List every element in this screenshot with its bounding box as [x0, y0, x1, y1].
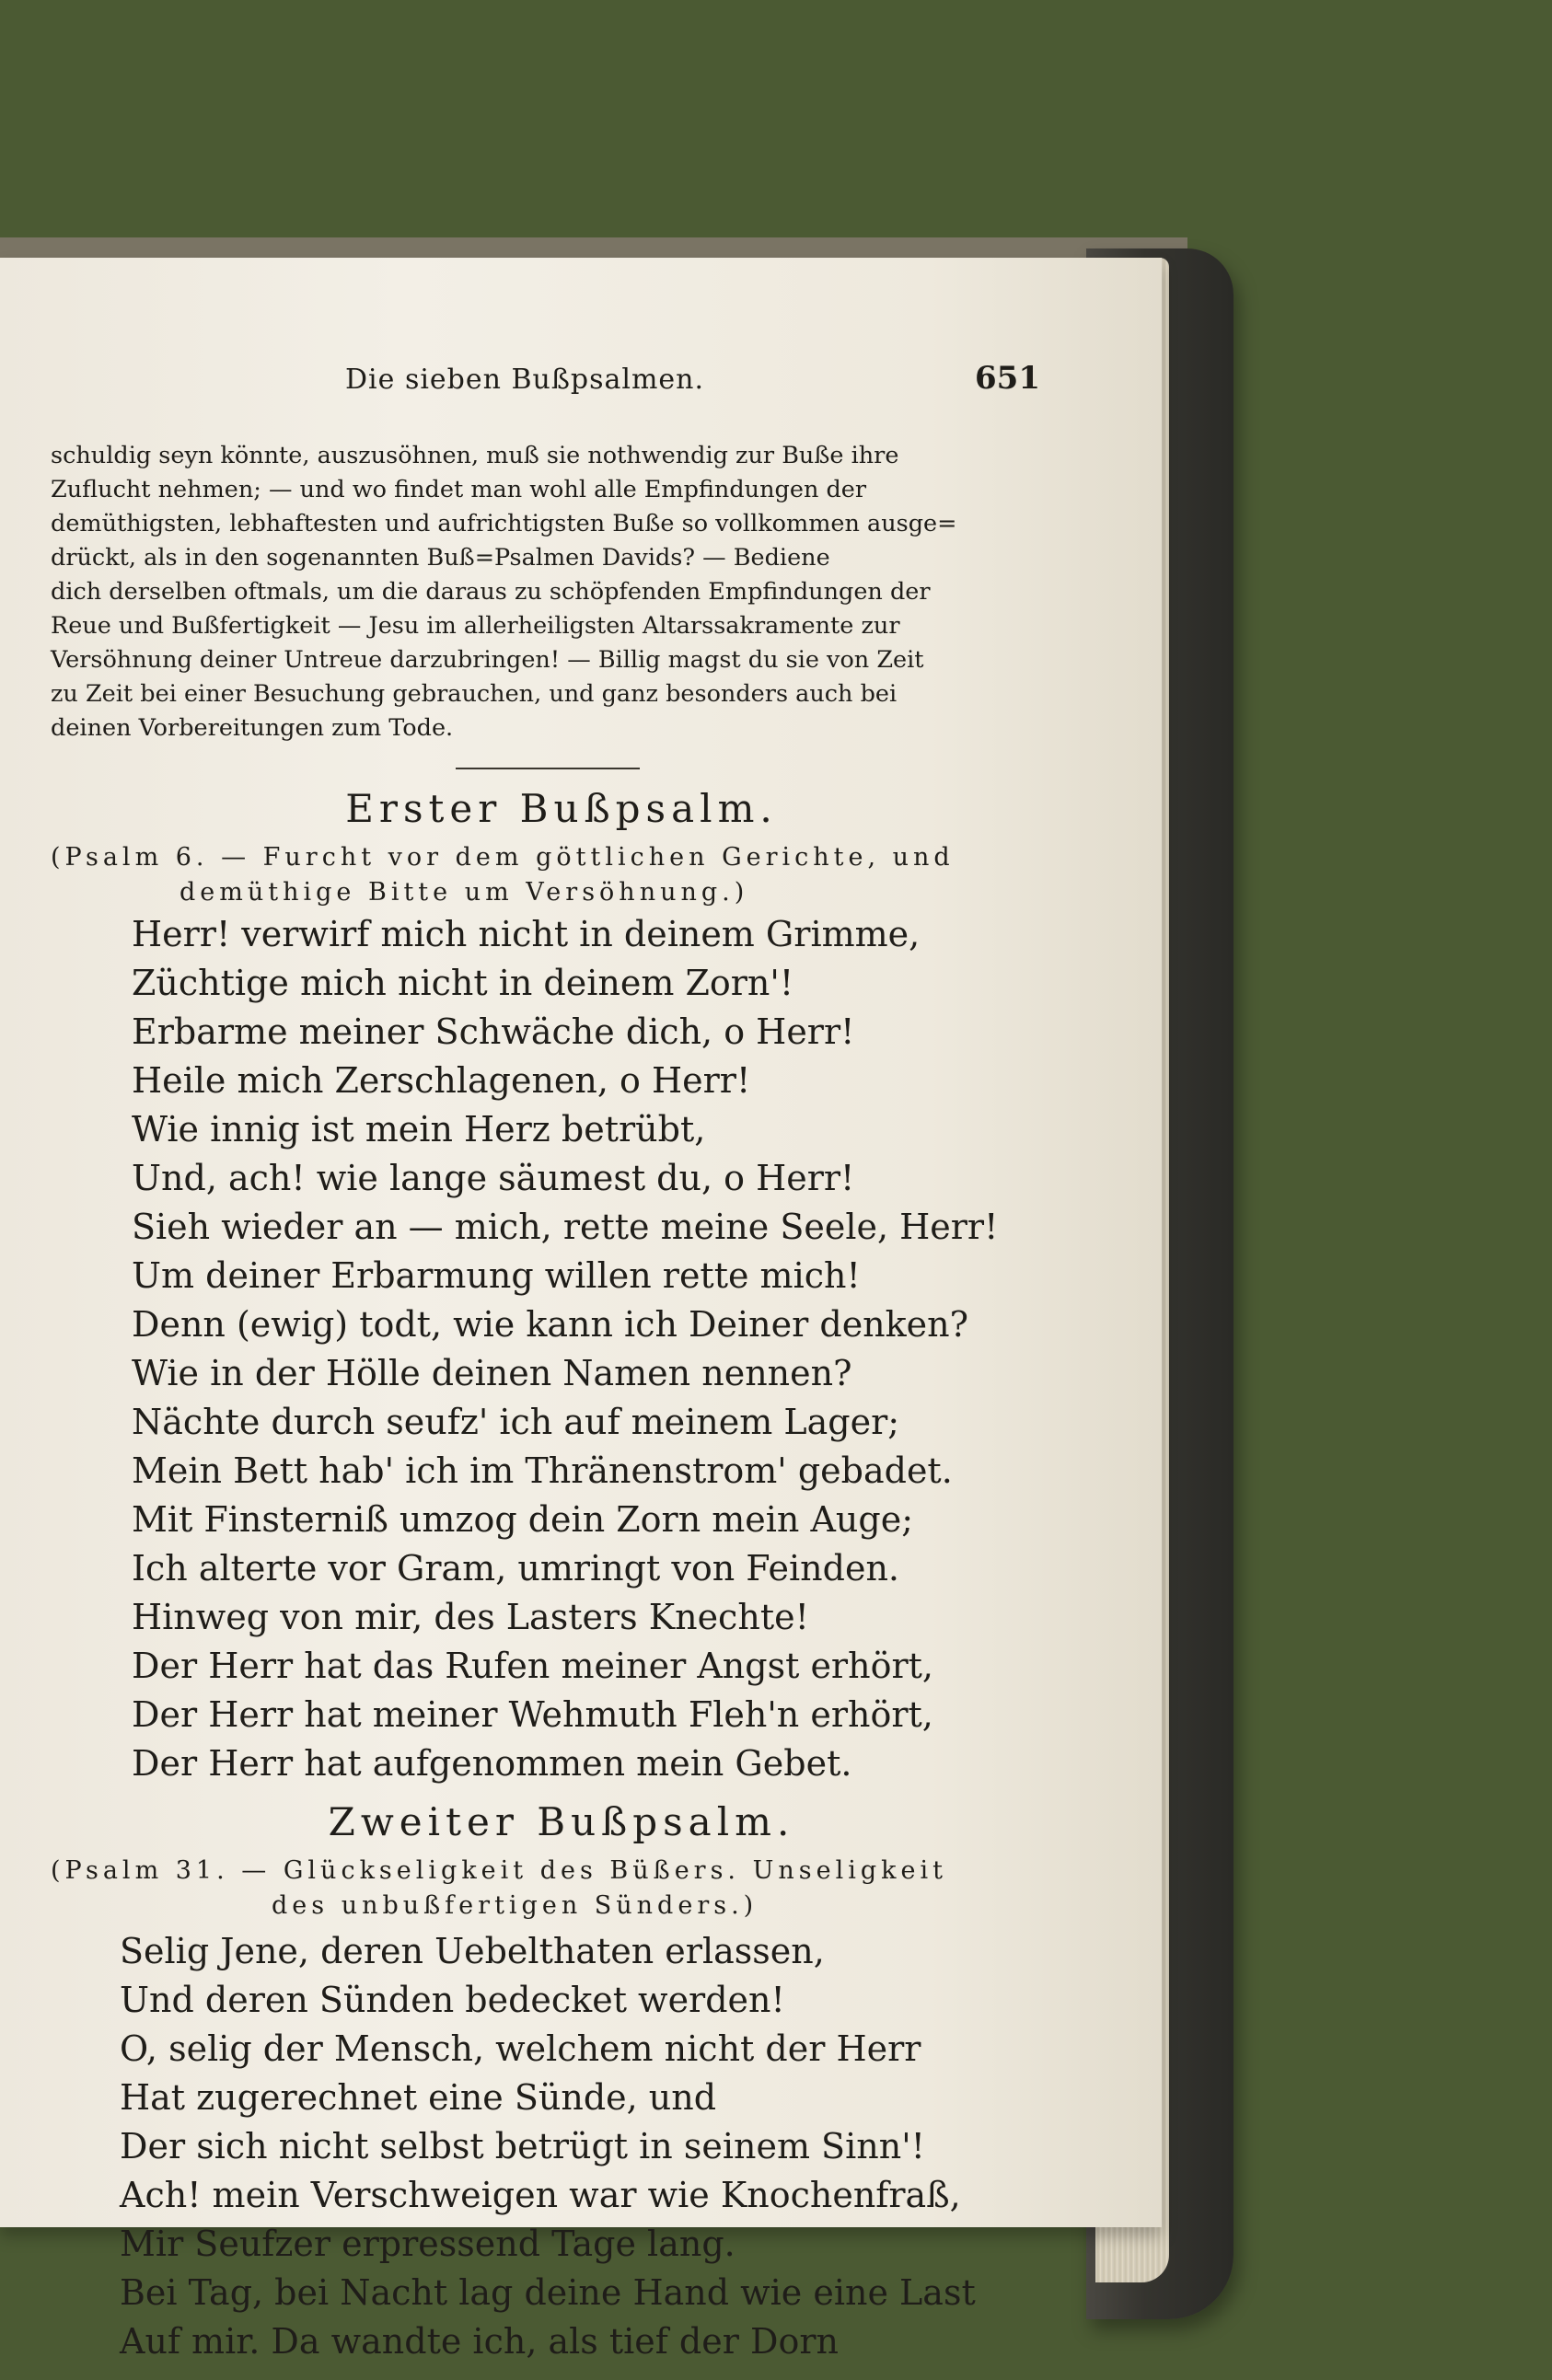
intro-line: Versöhnung deiner Untreue darzubringen! — Billig magst du sie von Zeit [51, 646, 924, 674]
page-number: 651 [975, 360, 1040, 397]
verse-line: Wie innig ist mein Herz betrübt, [132, 1109, 706, 1150]
verse-line: Denn (ewig) todt, wie kann ich Deiner denken? [132, 1304, 969, 1345]
verse-line: Der Herr hat aufgenommen mein Gebet. [132, 1743, 852, 1784]
verse-line: Nächte durch seufz' ich auf meinem Lager; [132, 1402, 900, 1442]
verse-line: Mir Seufzer erpressend Tage lang. [120, 2224, 735, 2264]
verse-line: O, selig der Mensch, welchem nicht der Herr [120, 2028, 921, 2069]
verse-line: Ach! mein Verschweigen war wie Knochenfraß, [120, 2175, 961, 2215]
verse-line: Um deiner Erbarmung willen rette mich! [132, 1255, 861, 1296]
psalm1-heading: Erster Bußpsalm. [345, 786, 778, 831]
psalm2-subtitle-line1: (Psalm 31. — Glückseligkeit des Büßers. Unseligkeit [51, 1856, 947, 1885]
verse-line: Bei Tag, bei Nacht lag deine Hand wie eine Last [120, 2272, 976, 2313]
verse-line: Heile mich Zerschlagenen, o Herr! [132, 1060, 751, 1101]
psalm2-heading: Zweiter Bußpsalm. [328, 1799, 795, 1844]
verse-line: Erbarme meiner Schwäche dich, o Herr! [132, 1011, 855, 1052]
intro-line: dich derselben oftmals, um die daraus zu schöpfenden Empfindungen der [51, 578, 931, 606]
book-page [0, 258, 1162, 2362]
verse-line: Auf mir. Da wandte ich, als tief der Dorn [120, 2321, 839, 2362]
psalm1-verses [51, 910, 1036, 1788]
verse-line: Selig Jene, deren Uebelthaten erlassen, [120, 1931, 825, 1971]
verse-line: Der Herr hat meiner Wehmuth Fleh'n erhört, [132, 1694, 933, 1735]
intro-line: demüthigsten, lebhaftesten und aufrichtigsten Buße so vollkommen ausge= [51, 510, 957, 537]
page-content [51, 354, 1040, 2366]
verse-line: Züchtige mich nicht in deinem Zorn'! [132, 963, 794, 1003]
psalm1-subtitle [51, 840, 1036, 910]
verse-line: Ich alterte vor Gram, umringt von Feinden. [132, 1548, 900, 1589]
intro-line: Zuflucht nehmen; — und wo findet man wohl alle Empfindungen der [51, 476, 867, 503]
psalm2-subtitle [51, 1854, 1036, 1924]
psalm1-subtitle-line2: demüthige Bitte um Versöhnung.) [180, 878, 749, 907]
verse-line: Und, ach! wie lange säumest du, o Herr! [132, 1158, 855, 1198]
verse-line: Mit Finsterniß umzog dein Zorn mein Auge; [132, 1499, 914, 1540]
verse-line: Der sich nicht selbst betrügt in seinem Sinn'! [120, 2126, 925, 2166]
section-divider [456, 768, 640, 769]
verse-line: Der Herr hat das Rufen meiner Angst erhört, [132, 1646, 933, 1686]
intro-line: zu Zeit bei einer Besuchung gebrauchen, und ganz besonders auch bei [51, 680, 898, 708]
verse-line: Wie in der Hölle deinen Namen nennen? [132, 1353, 852, 1393]
running-title: Die sieben Bußpsalmen. [345, 364, 705, 396]
verse-line: Sieh wieder an — mich, rette meine Seele, Herr! [132, 1207, 999, 1247]
intro-line: deinen Vorbereitungen zum Tode. [51, 714, 454, 742]
running-head [51, 354, 1040, 413]
verse-line: Herr! verwirf mich nicht in deinem Grimme, [132, 914, 921, 954]
verse-line: Hat zugerechnet eine Sünde, und [120, 2077, 717, 2118]
intro-line: Reue und Bußfertigkeit — Jesu im allerheiligsten Altarssakramente zur [51, 612, 900, 640]
intro-line: schuldig seyn könnte, auszusöhnen, muß sie nothwendig zur Buße ihre [51, 442, 899, 469]
psalm2-subtitle-line2: des unbußfertigen Sünders.) [272, 1891, 759, 1920]
intro-line: drückt, als in den sogenannten Buß=Psalmen Davids? — Bediene [51, 544, 830, 572]
verse-line: Und deren Sünden bedecket werden! [120, 1980, 785, 2020]
intro-paragraph [51, 439, 1036, 745]
psalm1-subtitle-line1: (Psalm 6. — Furcht vor dem göttlichen Gerichte, und [51, 843, 955, 872]
psalm2-verses [51, 1927, 1036, 2366]
verse-line: Hinweg von mir, des Lasters Knechte! [132, 1597, 809, 1637]
verse-line: Mein Bett hab' ich im Thränenstrom' gebadet. [132, 1450, 953, 1491]
